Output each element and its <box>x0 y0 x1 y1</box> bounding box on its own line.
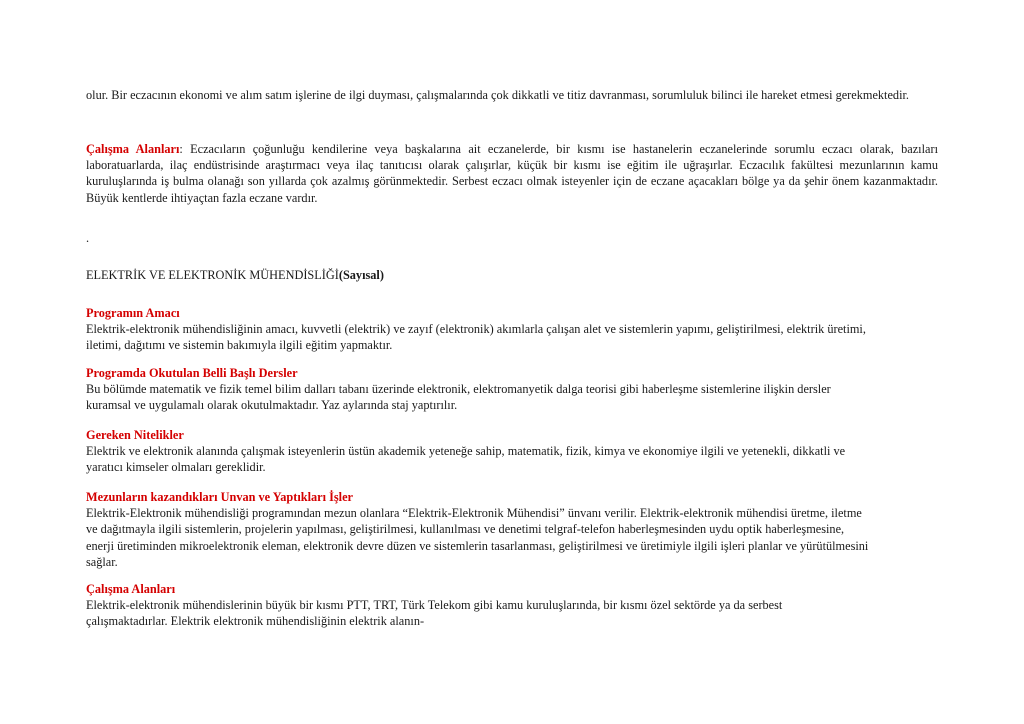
ee-section-work-areas <box>86 581 782 630</box>
ee-section-graduate-titles <box>86 489 868 570</box>
ee-section-requirements <box>86 427 845 476</box>
section-line: Elektrik-Elektronik mühendisliği programından mezun olanlara “Elektrik-Elektronik Mühendisi” ünvanı verilir. Elektrik-elektronik mühendisi üretme, iletme <box>86 506 862 521</box>
section-line: Elektrik ve elektronik alanında çalışmak isteyenlerin üstün akademik yeteneğe sahip, matematik, fizik, kimya ve ekonomiye ilgili ve yetenekli, dikkatli ve <box>86 444 846 459</box>
section-line: Elektrik-elektronik mühendisliğinin amacı, kuvvetli (elektrik) ve zayıf (elektronik) akımlarla çalışan alet ve sistemlerin yapımı, geliştirilmesi, elektrik üretimi, <box>86 322 866 337</box>
ee-section-program-purpose <box>86 305 866 354</box>
section-line: kuramsal ve uygulamalı olarak okutulmaktadır. Yaz aylarında staj yaptırılır. <box>86 398 458 413</box>
section-line: Elektrik-elektronik mühendislerinin büyük bir kısmı PTT, TRT, Türk Telekom gibi kamu kuruluşlarında, bir kısmı özel sektörde ya da serbest <box>86 598 783 613</box>
section-line: iletimi, dağıtımı ve sistemin bakımıyla ilgili eğitim yapmaktır. <box>86 338 393 353</box>
ee-title: ELEKTRİK VE ELEKTRONİK MÜHENDİSLİĞİ <box>86 268 339 282</box>
pharmacy-intro-text: olur. Bir eczacının ekonomi ve alım satım işlerine de ilgi duyması, çalışmalarında çok dikkatli ve titiz davranması, sorumluluk bilinci ile hareket etmesi gerekmektedir. <box>86 88 909 102</box>
section-line: Bu bölümde matematik ve fizik temel bilim dalları tabanı üzerinde elektronik, elektromanyetik dalga teorisi gibi haberleşme sistemlerine ilişkin dersler <box>86 382 831 397</box>
pharmacy-work-areas-paragraph <box>86 141 938 206</box>
section-line: enerji üretiminden mikroelektronik eleman, elektronik devre düzen ve sistemlerin tasarlanması, geliştirilmesi ve üretimiyle ilgili işleri planlar ve yürütülmesini <box>86 538 869 553</box>
ee-section-heading <box>86 267 384 283</box>
pharmacy-intro-paragraph <box>86 87 938 103</box>
ee-section-courses <box>86 365 831 414</box>
section-line: ve dağıtmayla ilgili sistemlerin, projelerin yapılması, geliştirilmesi, kullanılması ve denetimi telgraf-telefon haberleşmesinden uydu optik haberleşmesine, <box>86 522 845 537</box>
pharmacy-work-areas-title: Çalışma Alanları <box>86 142 180 156</box>
ee-title-suffix: (Sayısal) <box>338 268 384 282</box>
section-line: çalışmaktadırlar. Elektrik elektronik mühendisliğinin elektrik alanın- <box>86 614 425 629</box>
section-line: yaratıcı kimseler olmaları gereklidir. <box>86 460 266 475</box>
section-title: Programda Okutulan Belli Başlı Dersler <box>86 366 298 380</box>
section-title: Mezunların kazandıkları Unvan ve Yaptıkları İşler <box>86 490 354 504</box>
section-title: Programın Amacı <box>86 306 180 320</box>
section-line: sağlar. <box>86 554 118 569</box>
pharmacy-work-areas-text: : Eczacıların çoğunluğu kendilerine veya başkalarına ait eczanelerde, bir kısmı ise hastanelerin eczanelerinde sorumlu eczacı olarak, bazıları laboratuarlarda, ilaç endüstrisinde araştırmacı veya ilaç tanıtıcısı olarak çalışırlar, küçük bir kısmı ise eğitim ile uğraşırlar. Eczacılık fakültesi mezunlarının kamu kuruluşlarında iş bulma olanağı son yıllarda çok azalmış görünmektedir. Serbest eczacı olmak isteyenler için de eczane açacakları bölge ya da şehir önem kazanmaktadır. Büyük kentlerde ihtiyaçtan fazla eczane vardır. <box>86 142 938 205</box>
stray-dot: . <box>86 231 90 245</box>
section-title: Gereken Nitelikler <box>86 428 184 442</box>
section-title: Çalışma Alanları <box>86 582 176 596</box>
